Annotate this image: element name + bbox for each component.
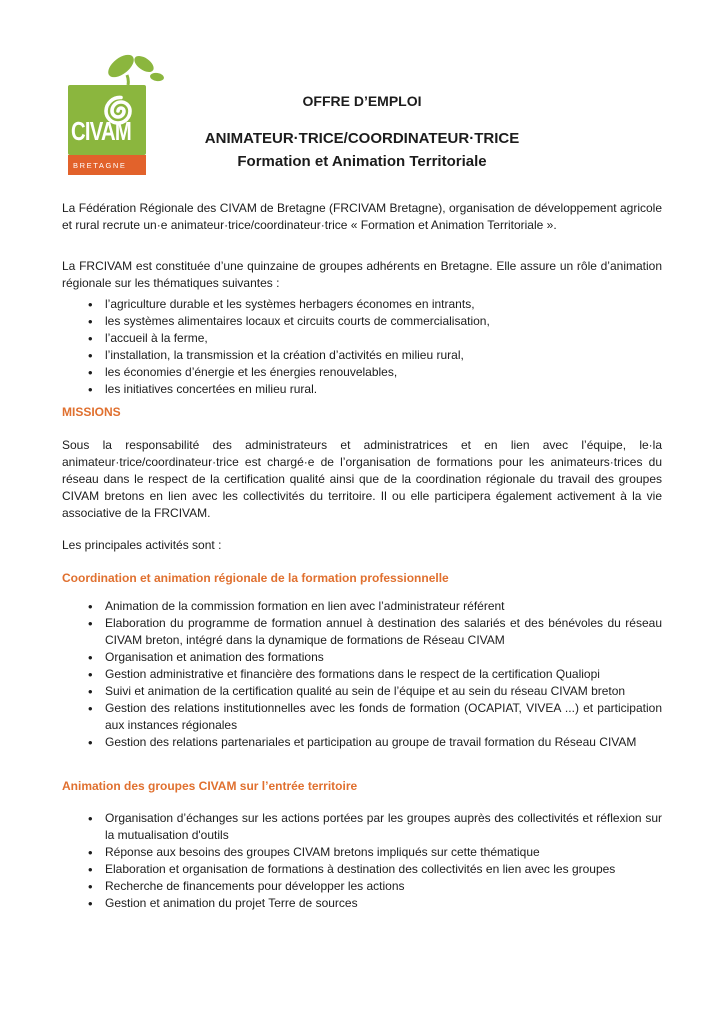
section-animation-territoire bbox=[62, 778, 662, 912]
logo-acronym: CIVAM bbox=[71, 116, 131, 146]
missions-paragraph: Sous la responsabilité des administrateurs et administratrices et en lien avec l’équipe, le·la animateur·trice/coordinateur·trice est chargé·e de l’organisation de formations pour les animateurs·trices du réseau dans le respect de la certification qualité ainsi que de la coordination régionale du travail des groupes CIVAM bretons en lien avec les collectivités du territoire. Il ou elle participera également activement à la vie associative de la FRCIVAM. bbox=[62, 438, 662, 520]
missions-heading: MISSIONS bbox=[62, 405, 121, 419]
intro-paragraph-1: La Fédération Régionale des CIVAM de Bretagne (FRCIVAM Bretagne), organisation de développement agricole et rural recrute un·e animateur·trice/coordinateur·trice « Formation et Animation Territoriale ». bbox=[62, 201, 662, 232]
doc-type-title: OFFRE D’EMPLOI bbox=[302, 93, 422, 109]
themes-list bbox=[62, 296, 662, 398]
job-title-line1: ANIMATEUR·TRICE/COORDINATEUR·TRICE bbox=[204, 130, 520, 147]
list-item: • les systèmes alimentaires locaux et circuits courts de commercialisation, bbox=[62, 313, 662, 330]
list-item: • Gestion des relations partenariales et participation au groupe de travail formation du Réseau CIVAM bbox=[62, 734, 662, 751]
list-item: • l’accueil à la ferme, bbox=[62, 330, 662, 347]
job-title-line2: Formation et Animation Territoriale bbox=[237, 153, 487, 170]
activities-list bbox=[62, 598, 662, 751]
list-item: • Recherche de financements pour développer les actions bbox=[62, 878, 662, 895]
list-item: • Organisation et animation des formations bbox=[62, 649, 662, 666]
list-item: • Réponse aux besoins des groupes CIVAM bretons impliqués sur cette thématique bbox=[62, 844, 662, 861]
section-heading: Coordination et animation régionale de la formation professionnelle bbox=[62, 571, 449, 585]
document-body bbox=[62, 200, 662, 912]
list-item: • Animation de la commission formation en lien avec l’administrateur référent bbox=[62, 598, 662, 615]
leaf-icon bbox=[104, 53, 164, 85]
activities-intro: Les principales activités sont : bbox=[62, 538, 222, 552]
list-item: • Gestion administrative et financière des formations dans le respect de la certification Qualiopi bbox=[62, 666, 662, 683]
list-item: • Suivi et animation de la certification qualité au sein de l’équipe et au sein du réseau CIVAM breton bbox=[62, 683, 662, 700]
list-item: • Organisation d’échanges sur les actions portées par les groupes auprès des collectivités et réflexion sur la mutualisation d'outils bbox=[62, 810, 662, 844]
list-item: • Gestion et animation du projet Terre de sources bbox=[62, 895, 662, 912]
list-item: • l’installation, la transmission et la création d’activités en milieu rural, bbox=[62, 347, 662, 364]
list-item: • Elaboration du programme de formation annuel à destination des salariés et des bénévoles du réseau CIVAM breton, intégré dans la dynamique de formations de Réseau CIVAM bbox=[62, 615, 662, 649]
activities-list bbox=[62, 810, 662, 912]
list-item: • Gestion des relations institutionnelles avec les fonds de formation (OCAPIAT, VIVEA ...) et participation aux instances régionales bbox=[62, 700, 662, 734]
list-item: • les économies d’énergie et les énergies renouvelables, bbox=[62, 364, 662, 381]
logo-region-label: BRETAGNE bbox=[73, 160, 127, 170]
section-coordination-formation bbox=[62, 570, 662, 751]
intro-paragraph-2: La FRCIVAM est constituée d’une quinzaine de groupes adhérents en Bretagne. Elle assure un rôle d’animation régionale sur les thématiques suivantes : bbox=[62, 259, 662, 290]
list-item: • les initiatives concertées en milieu rural. bbox=[62, 381, 662, 398]
list-item: • Elaboration et organisation de formations à destination des collectivités en lien avec les groupes bbox=[62, 861, 662, 878]
list-item: • l’agriculture durable et les systèmes herbagers économes en intrants, bbox=[62, 296, 662, 313]
section-heading: Animation des groupes CIVAM sur l’entrée territoire bbox=[62, 779, 358, 793]
